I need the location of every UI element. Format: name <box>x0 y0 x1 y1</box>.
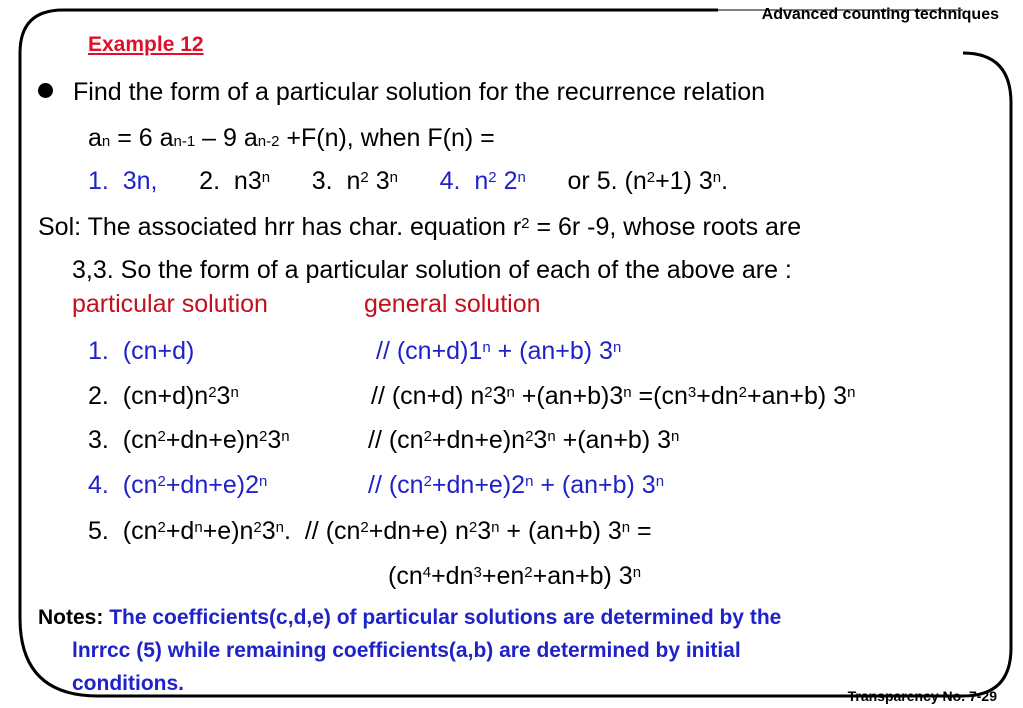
notes-label: Notes: <box>38 606 104 629</box>
solution-line-2: 3,3. So the form of a particular solution of each of the above are : <box>72 256 792 284</box>
row-4-general: // $(cn^2+dn+e)2^n + (an+b)$ 3$^n$ <box>368 471 665 499</box>
row-2-particular: 2. $(cn+d)n^23^n$ <box>88 382 239 410</box>
row-5-particular: 5. $(cn^2+d^n+e)n^23^n$. // $(cn^2+dn+e) n^23^n + (an+b) 3^n$ = <box>88 517 652 545</box>
column-header-general: general solution <box>364 290 541 318</box>
bullet-icon <box>38 83 53 98</box>
notes-text-1: The coefficients(c,d,e) of particular solutions are determined by the <box>109 606 782 629</box>
row-2-general: // (cn+d) $n^23^n +(an+b)3^n =(cn^3+dn^2+an+b)$ 3$^n$ <box>371 382 856 410</box>
slide-title: Example 12 <box>88 33 204 56</box>
row-3-particular: 3. $(cn^2+dn+e)n^23^n$ <box>88 426 290 454</box>
row-4-particular: 4. $(cn^2+dn+e)2^n$ <box>88 471 268 499</box>
cases-line: 1. 3n, 2. n3$^n$ 3. $n^2$ 3$^n$ 4. $n^2$ 2$^n$ or 5. $(n^2+1)$ 3$^n$. <box>88 167 729 195</box>
row-1-particular: 1. (cn+d) <box>88 337 195 365</box>
row-1-general: // $(cn+d)1^n + (an+b)$ 3$^n$ <box>376 337 622 365</box>
notes-text-3: conditions. <box>72 672 184 695</box>
notes <box>38 601 781 700</box>
solution-line-1: Sol: The associated hrr has char. equation $r^2 = 6r$ -9, whose roots are <box>38 213 802 241</box>
recurrence-formula: $a_n = 6$ $a_{n-1} - 9$ $a_{n-2} +F(n)$, when F(n) = <box>88 124 495 152</box>
notes-text-2: lnrrcc (5) while remaining coefficients(a,b) are determined by initial <box>72 639 741 662</box>
row-5-general-cont: $(cn^4+dn^3+en^2+an+b)$ 3$^n$ <box>388 562 642 590</box>
column-header-particular: particular solution <box>72 290 268 318</box>
row-3-general: // $(cn^2+dn+e)n^23^n +(an+b)$ 3$^n$ <box>368 426 680 454</box>
question-text: Find the form of a particular solution for the recurrence relation <box>73 78 766 106</box>
question-line <box>38 77 765 107</box>
slide-footer: Transparency No. 7-29 <box>847 688 997 704</box>
slide-header: Advanced counting techniques <box>761 6 999 23</box>
